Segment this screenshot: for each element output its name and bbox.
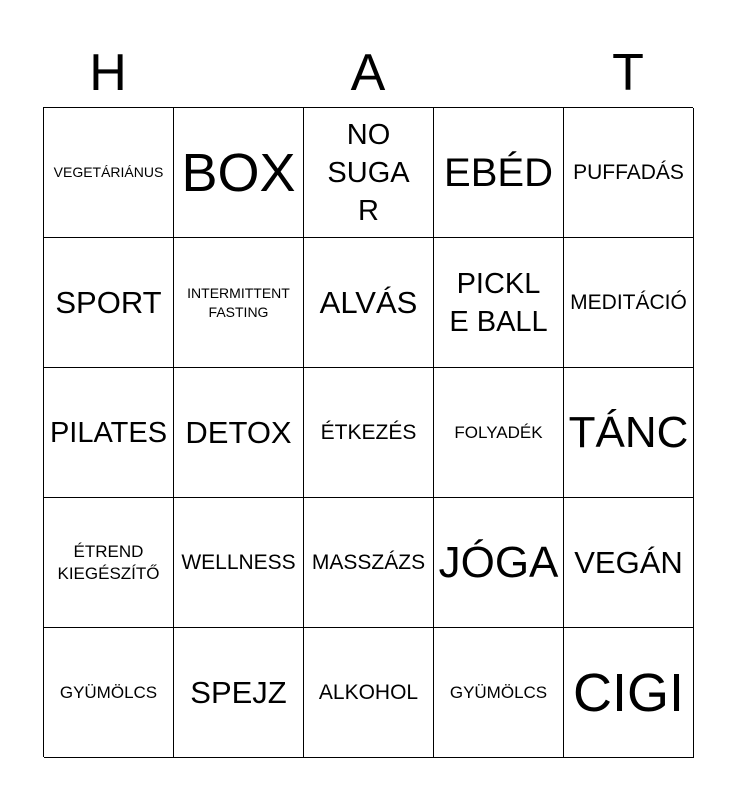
bingo-cell-r1c4[interactable] <box>434 108 564 238</box>
cell-label: DETOX <box>185 414 292 450</box>
bingo-cell-r5c1[interactable] <box>44 628 174 758</box>
cell-label: VEGETÁRIÁNUS <box>53 164 164 180</box>
cell-label: SPORT <box>55 284 162 320</box>
bingo-cell-r3c1[interactable] <box>44 368 174 498</box>
bingo-cell-r4c4[interactable] <box>434 498 564 628</box>
cell-label: JÓGA <box>438 537 559 587</box>
cell-label: BOX <box>181 142 296 203</box>
bingo-cell-r2c4[interactable] <box>434 238 564 368</box>
cell-label: EBÉD <box>444 150 553 195</box>
cell-label: VEGÁN <box>574 544 683 580</box>
bingo-cell-r4c5[interactable] <box>564 498 694 628</box>
cell-label: ÉTREND KIEGÉSZÍTŐ <box>57 541 160 583</box>
cell-label: GYÜMÖLCS <box>449 682 548 702</box>
bingo-cell-r1c3[interactable] <box>304 108 434 238</box>
bingo-cell-r3c5[interactable] <box>564 368 694 498</box>
bingo-cell-r4c1[interactable] <box>44 498 174 628</box>
bingo-cell-r2c2[interactable] <box>174 238 304 368</box>
bingo-cell-r2c5[interactable] <box>564 238 694 368</box>
cell-label: NO SUGAR <box>327 118 410 227</box>
header-letter-h: H <box>89 44 127 102</box>
cell-label: FOLYADÉK <box>454 422 543 442</box>
bingo-header <box>43 40 693 106</box>
cell-label: CIGI <box>572 662 684 723</box>
bingo-cell-r3c3[interactable] <box>304 368 434 498</box>
bingo-cell-r4c2[interactable] <box>174 498 304 628</box>
cell-label: GYÜMÖLCS <box>59 682 158 702</box>
cell-label: TÁNC <box>568 407 689 457</box>
bingo-cell-r2c3[interactable] <box>304 238 434 368</box>
cell-label: PICKLE BALL <box>449 267 548 338</box>
cell-label: MASSZÁZS <box>311 551 426 574</box>
cell-label: ALKOHOL <box>318 681 419 704</box>
cell-label: SPEJZ <box>190 674 287 710</box>
cell-label: MEDITÁCIÓ <box>570 291 687 314</box>
cell-label: ALVÁS <box>319 284 418 320</box>
bingo-cell-r4c3[interactable] <box>304 498 434 628</box>
bingo-cell-r1c5[interactable] <box>564 108 694 238</box>
cell-label: INTERMITTENT FASTING <box>187 284 290 320</box>
bingo-cell-r5c3[interactable] <box>304 628 434 758</box>
bingo-cell-r3c4[interactable] <box>434 368 564 498</box>
bingo-cell-r1c2[interactable] <box>174 108 304 238</box>
bingo-board <box>43 107 693 757</box>
header-letter-t: T <box>612 44 644 102</box>
bingo-cell-r5c2[interactable] <box>174 628 304 758</box>
cell-label: PUFFADÁS <box>573 161 684 184</box>
bingo-cell-r1c1[interactable] <box>44 108 174 238</box>
cell-label: PILATES <box>49 416 168 449</box>
bingo-cell-r5c4[interactable] <box>434 628 564 758</box>
header-letter-a: A <box>350 44 386 102</box>
cell-label: WELLNESS <box>181 551 296 574</box>
bingo-cell-r3c2[interactable] <box>174 368 304 498</box>
bingo-cell-r2c1[interactable] <box>44 238 174 368</box>
cell-label: ÉTKEZÉS <box>320 421 417 444</box>
bingo-cell-r5c5[interactable] <box>564 628 694 758</box>
